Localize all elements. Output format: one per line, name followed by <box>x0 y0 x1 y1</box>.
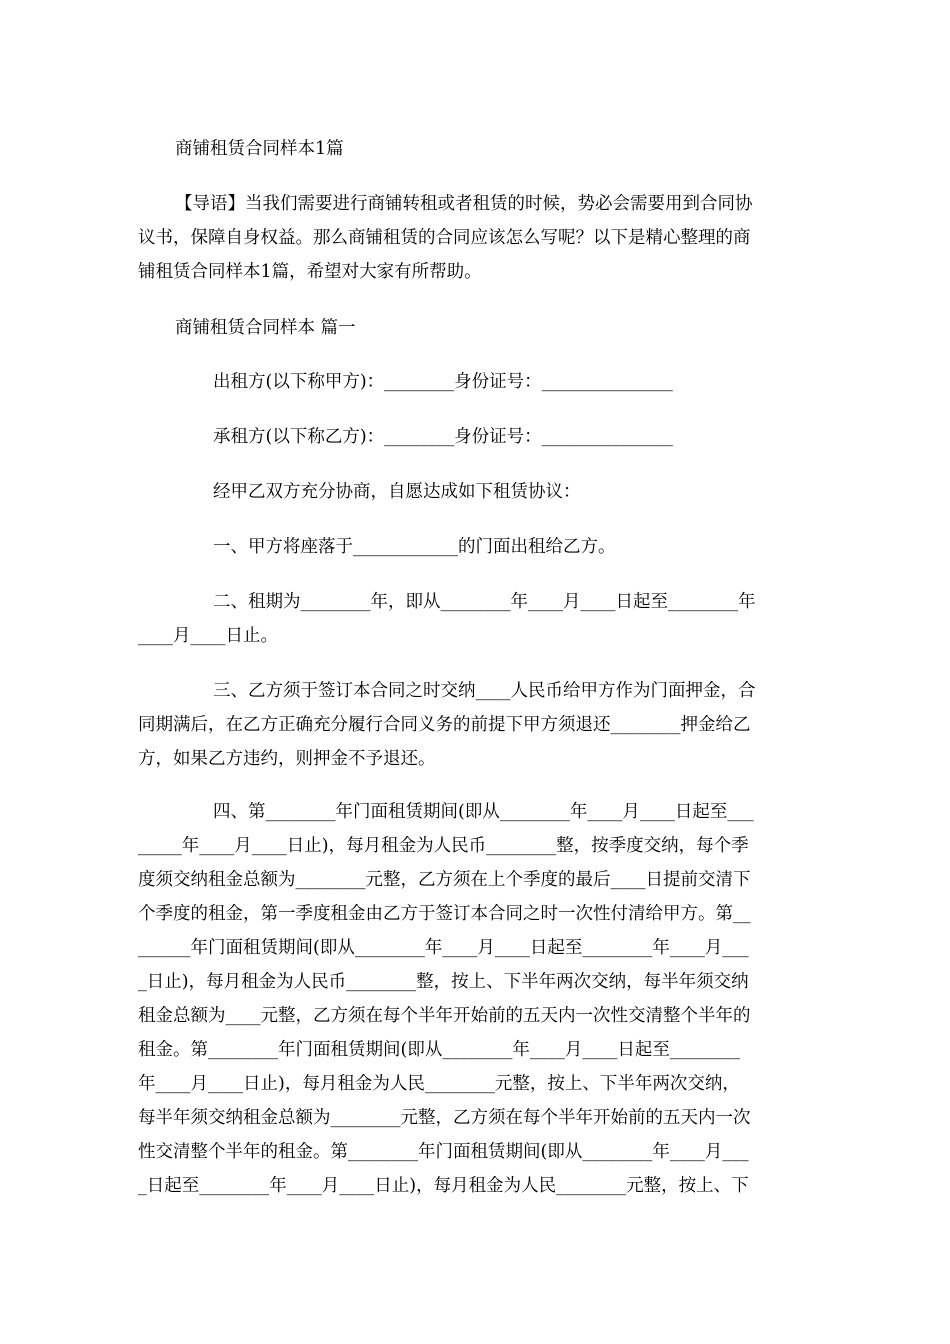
clause-4-line: 租金。第________年门面租赁期间(即从________年____月____日起至________ <box>138 1040 740 1060</box>
document-title: 商铺租赁合同样本1篇 <box>175 139 344 159</box>
clause-4-line: 每半年须交纳租金总额为________元整，乙方须在每个半年开始前的五天内一次 <box>138 1108 751 1128</box>
clause-4-line: _日止)，每月租金为人民币________整，按上、下半年两次交纳，每半年须交纳 <box>138 972 749 992</box>
lessee-line: 承租方(以下称乙方)：________身份证号：_______________ <box>213 427 673 447</box>
clause-2-line: 二、租期为________年，即从________年____月____日起至________年 <box>213 592 756 612</box>
clause-1-line: 一、甲方将座落于____________的门面出租给乙方。 <box>213 537 616 557</box>
section-heading: 商铺租赁合同样本 篇一 <box>175 318 356 338</box>
clause-4-line: 个季度的租金，第一季度租金由乙方于签订本合同之时一次性付清给甲方。第__ <box>138 904 751 924</box>
intro-line: 【导语】当我们需要进行商铺转租或者租赁的时候，势必会需要用到合同协 <box>175 194 753 214</box>
intro-line: 议书，保障自身权益。那么商铺租赁的合同应该怎么写呢？以下是精心整理的商 <box>138 228 751 248</box>
clause-4-line: 租金总额为____元整，乙方须在每个半年开始前的五天内一次性交清整个半年的 <box>138 1006 751 1026</box>
clause-4-line: 四、第________年门面租赁期间(即从________年____月____日起至___ <box>213 802 754 822</box>
clause-4-line: ______年门面租赁期间(即从________年____月____日起至________年____月___ <box>138 938 749 958</box>
intro-line: 铺租赁合同样本1篇，希望对大家有所帮助。 <box>138 262 482 282</box>
clause-3-line: 三、乙方须于签订本合同之时交纳____人民币给甲方作为门面押金，合 <box>213 681 756 701</box>
lessor-line: 出租方(以下称甲方)：________身份证号：_______________ <box>213 372 673 392</box>
clause-4-line: 度须交纳租金总额为________元整，乙方须在上个季度的最后____日提前交清下 <box>138 870 751 890</box>
clause-3-line: 方，如果乙方违约，则押金不予退还。 <box>138 749 436 769</box>
clause-4-line: 性交清整个半年的租金。第________年门面租赁期间(即从________年____月___ <box>138 1142 749 1162</box>
clause-3-line: 同期满后，在乙方正确充分履行合同义务的前提下甲方须退还________押金给乙 <box>138 715 751 735</box>
agreement-line: 经甲乙双方充分协商，自愿达成如下租赁协议： <box>213 482 581 502</box>
clause-4-line: 年____月____日止)，每月租金为人民________元整，按上、下半年两次交纳， <box>138 1074 740 1094</box>
clause-4-line: _日起至________年____月____日止)，每月租金为人民________元整，按上、下 <box>138 1176 749 1196</box>
clause-4-line: _____年____月____日止)，每月租金为人民币________整，按季度交纳，每个季 <box>138 836 749 856</box>
clause-2-line: ____月____日止。 <box>138 626 278 646</box>
